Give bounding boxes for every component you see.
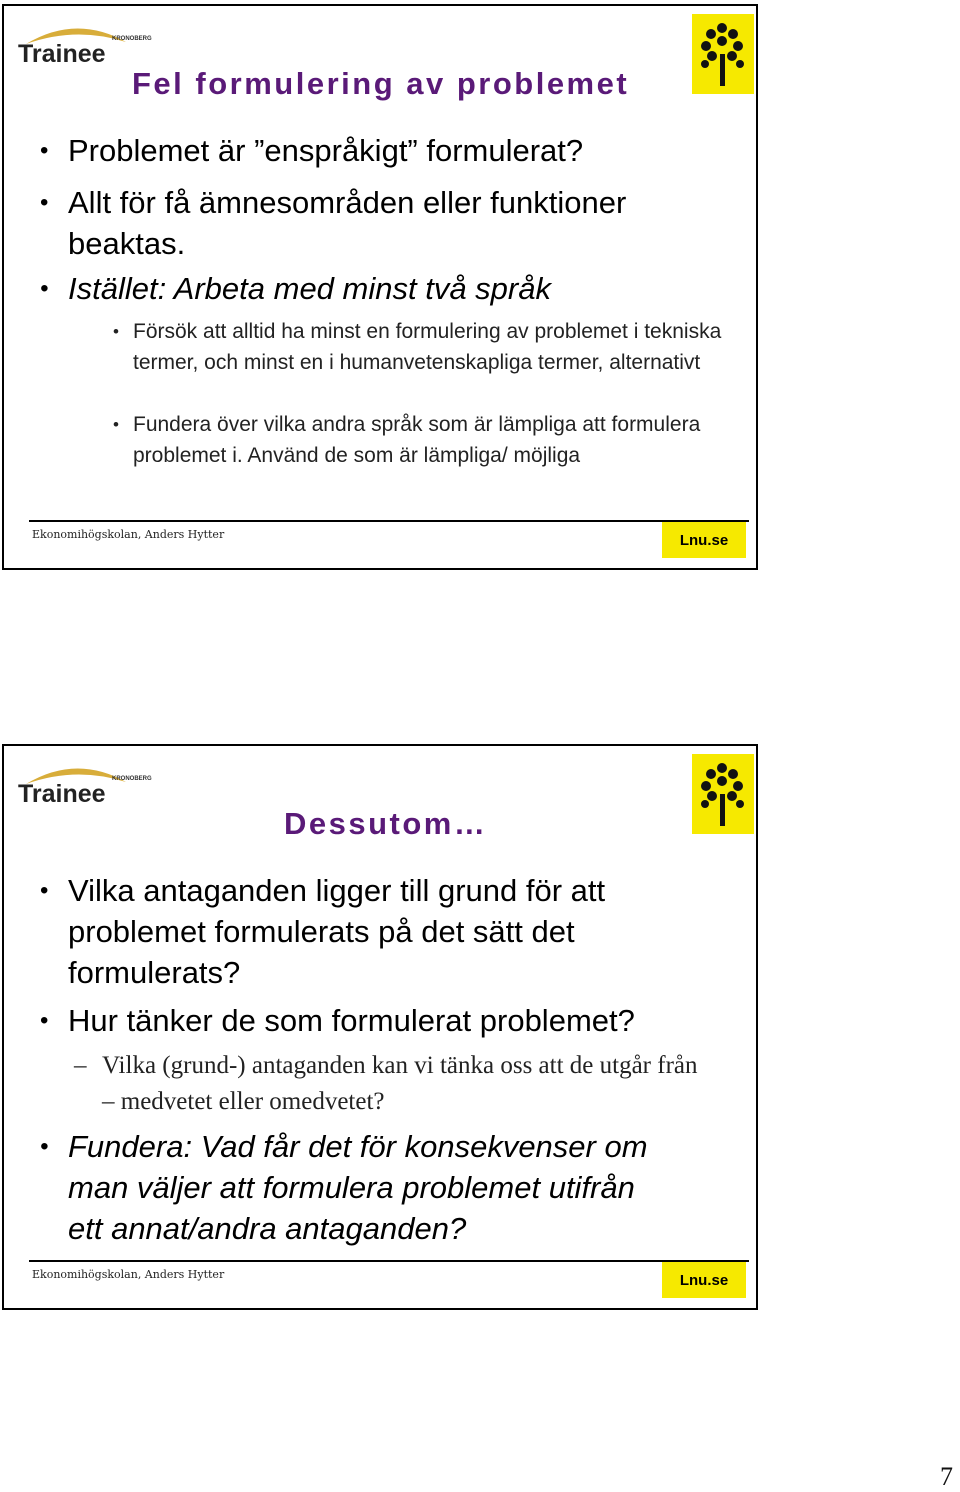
- sub-bullet-item: • Försök att alltid ha minst en formulering av problemet i tekniska termer, och minst en i humanvetenskapliga termer, alternativt: [133, 316, 743, 378]
- trainee-logo: [16, 20, 152, 68]
- bullet-item: • Allt för få ämnesområden eller funktioner beaktas.: [68, 182, 708, 264]
- lnu-logo: Lnu.se: [662, 522, 746, 558]
- slide-title: Fel formulering av problemet: [132, 66, 630, 101]
- sub-bullet-item: – Vilka (grund-) antaganden kan vi tänka oss att de utgår från – medvetet eller omedvetet?: [102, 1048, 702, 1120]
- trainee-logo-sub: KRONOBERG: [112, 36, 152, 42]
- footer-divider: [29, 520, 749, 522]
- slide-2: [2, 744, 758, 1310]
- bullet-item: • Hur tänker de som formulerat problemet?: [68, 1000, 708, 1041]
- trainee-logo-text: Trainee: [18, 40, 106, 68]
- trainee-logo-sub: KRONOBERG: [112, 776, 152, 782]
- footer-text: Ekonomihögskolan, Anders Hytter: [32, 1268, 225, 1281]
- slide-1: [2, 4, 758, 570]
- footer-text: Ekonomihögskolan, Anders Hytter: [32, 528, 225, 541]
- bullet-item: • Problemet är ”enspråkigt” formulerat?: [68, 130, 708, 171]
- trainee-logo-text: Trainee: [18, 780, 106, 808]
- bullet-item: • Vilka antaganden ligger till grund för att problemet formulerats på det sätt det formulerats?: [68, 870, 668, 993]
- trainee-logo: [16, 760, 152, 808]
- bullet-item: • Istället: Arbeta med minst två språk: [68, 268, 708, 309]
- bullet-item: • Fundera: Vad får det för konsekvenser om man väljer att formulera problemet utifrån ett annat/andra antaganden?: [68, 1126, 668, 1249]
- sub-bullet-item: • Fundera över vilka andra språk som är lämpliga att formulera problemet i. Använd de som är lämpliga/ möjliga: [133, 409, 743, 471]
- tree-logo: [692, 754, 754, 834]
- footer-divider: [29, 1260, 749, 1262]
- tree-logo: [692, 14, 754, 94]
- lnu-logo: Lnu.se: [662, 1262, 746, 1298]
- page-number: 7: [940, 1462, 953, 1491]
- slide-title: Dessutom…: [284, 806, 488, 841]
